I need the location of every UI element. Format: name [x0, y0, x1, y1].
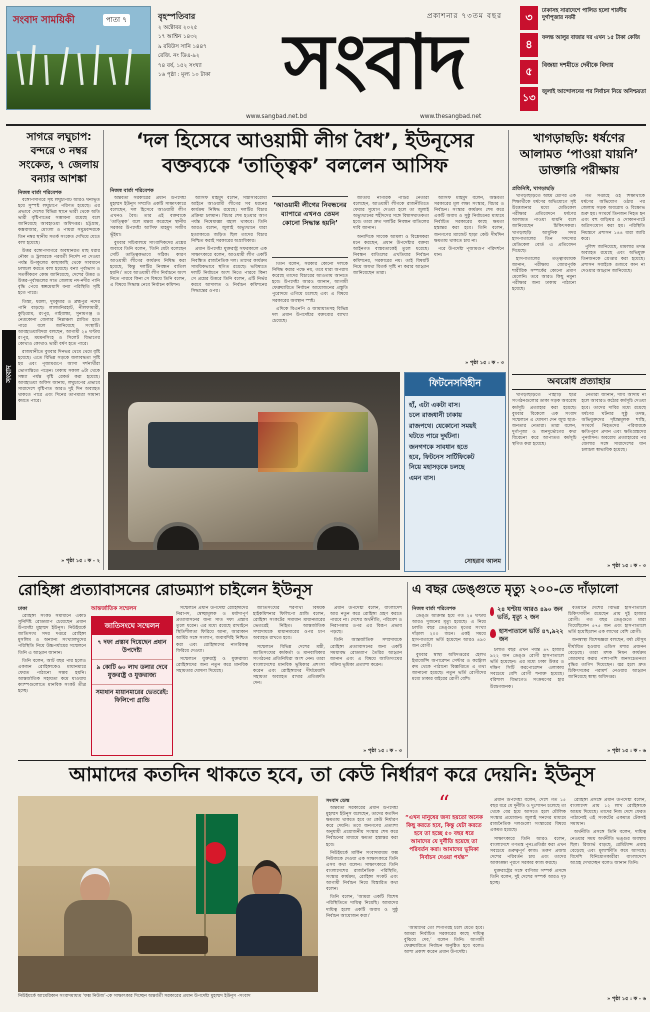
index-box — [520, 6, 646, 112]
dengue-headline[interactable]: এ বছর ডেঙ্গুতে মৃত্যু ২০০-তে দাঁড়ালো — [412, 581, 619, 596]
un-box-title[interactable]: জাতিসংঘে সম্মেলন — [92, 617, 172, 635]
blockade-body: খাগড়াছড়িতে পাহাড়ি ছাত্র সংগঠনগুলোর ডাকা সড়ক অবরোধ কর্মসূচি প্রত্যাহার করা হয়েছে। বুধবার বিকেলে এক সংবাদ সম্মেলনে এ ঘোষণা দেন জুম্ম ছাত্র-জনতার নেতারা। তারা বলেন, দুর্গাপূজা ও জনদুর্ভোগের কথা বিবেচনা করে আপাতত কর্মসূচি স্থগিত করা হয়েছে। নেতারা জানান, দাবি আদায় না হলে আবারও কঠোর কর্মসূচি দেওয়া হবে। তাদের দাবির মধ্যে রয়েছে ধর্ষণের ঘটনার সুষ্ঠু তদন্ত, অভিযুক্তদের দৃষ্টান্তমূলক শাস্তি, সংঘর্ষে নিহতদের পরিবারকে ক্ষতিপূরণ প্রদান এবং ক্ষতিগ্রস্তদের পুনর্বাসন। অবরোধ প্রত্যাহারের পর জেলার সঙ্গে সারাদেশের যান চলাচল স্বাভাবিক হয়েছে। — [512, 393, 646, 454]
rohingya-body-col4: প্রধান উপদেষ্টা বলেন, বাংলাদেশ আর নতুন করে রোহিঙ্গা গ্রহণ করতে পারবে না। দেশের অর্থনীতি, পরিবেশ ও নিরাপত্তার ওপর এর বিরূপ প্রভাব পড়ছে। তিনি আন্তর্জাতিক সম্প্রদায়কে রোহিঙ্গা প্রত্যাবাসনের জন্য একটি সময়াবদ্ধ রোডম্যাপ তৈরির আহ্বান জানান এবং এ বিষয়ে জাতিসংঘের সক্রিয় ভূমিকা প্রত্যাশা করেন। — [330, 606, 402, 668]
newspaper-logo: সংবাদ — [283, 17, 466, 106]
masthead-tagline: প্রকাশনার ৭৩তম বছর — [426, 12, 502, 20]
rohingya-body-col3: জাতিসংঘের শরণার্থী বিষয়ক হাইকমিশনার ফিলিপো গ্রান্ডি বলেন, রোহিঙ্গা সংকটের সমাধান মায়ানমারের ভেতরেই নিহিত। আন্তর্জাতিক সম্প্রদায়কে মায়ানমারের ওপর চাপ অব্যাহত রাখতে হবে। সম্মেলনে বিভিন্ন দেশের মন্ত্রী, জাতিসংঘের কর্মকর্তা ও মানবাধিকার সংগঠনের প্রতিনিধিরা অংশ নেন। তারা বাংলাদেশের মানবিক ভূমিকার প্রশংসা করেন এবং রোহিঙ্গাদের দীর্ঘমেয়াদি সহায়তা অব্যাহত রাখার প্রতিশ্রুতি দেন। — [253, 606, 325, 687]
index-item[interactable] — [520, 6, 646, 30]
lead-body-col2: আসিফ মাহমুদ বলেন, সন্ত্রাসবিরোধী আইনে আওয়ামী লীগের সব ধরনের কার্যক্রম নিষিদ্ধ রয়েছে। দলটির বিচার প্রক্রিয়া চলমান। বিচার শেষ হওয়ার আগ পর্যন্ত নিষেধাজ্ঞা বহাল থাকবে। তিনি আরও বলেন, জুলাই অভ্যুত্থানে যারা হত্যাকাণ্ডে জড়িত ছিল তাদের বিচার নিশ্চিত করাই সরকারের অগ্রাধিকার। প্রধান উপদেষ্টা যুক্তরাষ্ট্র সফরকালে এক সাক্ষাৎকারে বলেন, আওয়ামী লীগ একটি নিবন্ধিত রাজনৈতিক দল। তাদের কার্যক্রম সাময়িকভাবে স্থগিত রয়েছে। ভবিষ্যতে দলটি নির্বাচনে অংশ নিতে পারবে কিনা সে প্রশ্নের উত্তরে তিনি বলেন, এটি নির্ভর করবে আদালত ও নির্বাচন কমিশনের সিদ্ধান্তের ওপর। — [191, 196, 267, 295]
index-item[interactable] — [520, 87, 646, 111]
interview-byline: সংবাদ ডেস্ক — [326, 798, 350, 804]
masthead-rule — [6, 124, 646, 126]
interview-headline[interactable]: আমাদের কতদিন থাকতে হবে, তা কেউ নির্ধারণ করে দেয়নি: ইউনূস — [69, 763, 595, 786]
fitness-box — [404, 372, 506, 572]
index-item[interactable] — [520, 60, 646, 84]
web-url-1[interactable]: www.sangbad.net.bd — [246, 114, 307, 120]
right-story-byline: প্রতিনিধি, খাগড়াছড়ি — [512, 186, 555, 192]
drop-icon — [490, 629, 496, 638]
rohingya-byline: ঢাকা — [18, 606, 28, 612]
interview-photo-caption: নিউইয়র্কে আমেরিকান সংবাদমাধ্যম ‘ফক্স নিউজ’-কে সাক্ষাৎকার দিচ্ছেন অন্তর্বর্তী সরকারের প্রধান উপদেষ্টা মুহাম্মদ ইউনূস -সংবাদ — [18, 994, 251, 999]
left-story-byline: নিজস্ব বার্তা পরিবেশক — [18, 190, 62, 196]
date-bangla: ১৭ আশ্বিন ১৪৩২ — [158, 34, 198, 41]
lead-continue[interactable]: » পৃষ্ঠা ১৫ : ক - ৩ — [465, 360, 504, 366]
page-count-price: ১৬ পৃষ্ঠা : মূল্য ১০ টাকা — [158, 72, 211, 79]
rohingya-body-col2: সম্মেলনে প্রধান উপদেষ্টা রোহিঙ্গাদের নিরাপদ, স্বেচ্ছামূলক ও মর্যাদাপূর্ণ প্রত্যাবাসনের জন্য সাত দফা প্রস্তাব তুলে ধরেন। এর মধ্যে রয়েছে রাখাইনে স্থিতিশীলতা ফিরিয়ে আনা, আরাকান আর্মির সঙ্গে সংলাপ, জবাবদিহি নিশ্চিত করা এবং রোহিঙ্গাদের নাগরিকত্ব ফিরিয়ে দেওয়া। সম্মেলনে যুক্তরাষ্ট্র ও যুক্তরাজ্য রোহিঙ্গাদের জন্য নতুন করে মানবিক সহায়তার ঘোষণা দিয়েছে। — [176, 606, 248, 674]
interview-continue[interactable]: » পৃষ্ঠা ১৫ : ক - ৬ — [607, 996, 646, 1002]
interview-photo[interactable] — [18, 796, 318, 992]
lead-body-col1: অন্তর্বর্তী সরকারের প্রধান উপদেষ্টা মুহাম্মদ ইউনূস সম্প্রতি একটি সাক্ষাৎকারে বলেছেন, দল হিসেবে আওয়ামী লীগ এখনও বৈধ। তার এই বক্তব্যকে ‘তাত্ত্বিক’ বলে মন্তব্য করেছেন স্থানীয় সরকার উপদেষ্টা আসিফ মাহমুদ সজীব ভূঁইয়া। বুধবার সচিবালয়ে সাংবাদিকদের প্রশ্নের জবাবে তিনি বলেন, ‘তিনি যেটা বলেছেন সেটি তাত্ত্বিকভাবে সঠিক। কারণ আওয়ামী লীগের কার্যক্রম নিষিদ্ধ করা হয়েছে, কিন্তু দলটির নিবন্ধন বাতিল হয়নি।’ তবে আওয়ামী লীগ নির্বাচনে অংশ নিতে পারবে কিনা সে বিষয়ে তিনি বলেন, এ বিষয়ে সিদ্ধান্ত নেবে নির্বাচন কমিশন। — [110, 196, 186, 289]
dengue-body-col1: ডেঙ্গু আক্রান্ত হয়ে গত ২৪ ঘণ্টায় আরও দুজনের মৃত্যু হয়েছে। এ নিয়ে চলতি বছর ডেঙ্গুতে মৃতের সংখ্যা দাঁড়াল ২০০ জনে। একই সময়ে হাসপাতালে ভর্তি হয়েছেন আরও ৪৯০ জন রোগী। বুধবার স্বাস্থ্য অধিদপ্তরের হেলথ ইমার্জেন্সি অপারেশন সেন্টার ও কন্ট্রোল রুম থেকে পাঠানো বিজ্ঞপ্তিতে এ তথ্য জানানো হয়েছে। নতুন ভর্তি রোগীদের মধ্যে ঢাকার বাইরের রোগী বেশি। — [412, 614, 486, 682]
dengue-stat: হাসপাতালে ভর্তি ৪৭,৯২২ জন — [490, 628, 564, 644]
index-page-number: ১৩ — [520, 87, 538, 111]
lead-body-col4: জাতীয় নাগরিক পার্টির নেতারা বলেছেন, আওয়ামী লীগকে রাজনীতিতে ফেরার সুযোগ দেওয়া হলে তা জুলাই অভ্যুত্থানের শহীদদের সঙ্গে বিশ্বাসঘাতকতা হবে। তারা দ্রুত দলটির নিবন্ধন বাতিলের দাবি জানান। অন্যদিকে সাবেক আমলা ও বিশ্লেষকরা মনে করছেন, প্রধান উপদেষ্টার বক্তব্য আইনগত বাস্তবতাকেই তুলে ধরেছে। নিবন্ধন বাতিলের এখতিয়ার নির্বাচন কমিশনের, সরকারের নয়। তাই বিষয়টি নিয়ে অযথা বিতর্ক সৃষ্টি না করার আহ্বান জানিয়েছেন তারা। — [353, 196, 429, 277]
un-conference-box — [91, 616, 173, 756]
left-story-body: বঙ্গোপসাগরে সৃষ্ট লঘুচাপটি আরও ঘনীভূত হয়ে সুস্পষ্ট লঘুচাপে পরিণত হয়েছে। এর প্রভাবে দেশের বিভিন্ন স্থানে ভারী থেকে অতি ভারী বৃষ্টিপাতের সম্ভাবনা রয়েছে বলে জানিয়েছে আবহাওয়া অধিদপ্তর। চট্টগ্রাম, কক্সবাজার, মোংলা ও পায়রা সমুদ্রবন্দরকে তিন নম্বর স্থানীয় সতর্ক সংকেত দেখিয়ে যেতে বলা হয়েছে। উত্তর বঙ্গোপসাগরে অবস্থানরত মাছ ধরার নৌকা ও ট্রলারকে পরবর্তী নির্দেশ না দেওয়া পর্যন্ত উপকূলের কাছাকাছি থেকে সাবধানে চলাচল করতে বলা হয়েছে। বন্যা পূর্বাভাস ও সতর্কীকরণ কেন্দ্র জানিয়েছে, দেশের উত্তর ও উত্তর-পূর্বাঞ্চলের সাত জেলায় নদ-নদীর পানি বৃদ্ধি পেয়ে স্বল্পমেয়াদি বন্যা পরিস্থিতি সৃষ্টি হতে পারে। তিস্তা, ধরলা, দুধকুমার ও ব্রহ্মপুত্র নদের পানি বাড়ছে। লালমনিরহাট, নীলফামারী, কুড়িগ্রাম, রংপুর, গাইবান্ধা, সুনামগঞ্জ ও নেত্রকোনা জেলার নিম্নাঞ্চল প্লাবিত হতে পারে বলে জানিয়েছে সংস্থাটি। আবহাওয়াবিদরা বলছেন, আগামী ২৪ ঘণ্টায় রংপুর, ময়মনসিংহ ও সিলেট বিভাগের কোথাও কোথাও ভারী বর্ষণ হতে পারে। রাজধানীতে বুধবার দিনভর থেমে থেমে বৃষ্টি হয়েছে। এতে বিভিন্ন সড়কে জলাবদ্ধতা সৃষ্টি হয় এবং পূজামণ্ডপে আসা দর্শনার্থীরা ভোগান্তিতে পড়েন। ঢাকায় সকাল ৬টা থেকে সন্ধ্যা পর্যন্ত বৃষ্টি রেকর্ড করা হয়েছে। আবহাওয়া অফিস জানায়, লঘুচাপের প্রভাবে সারাদেশে বৃষ্টিপাত আরও দুই দিন অব্যাহত থাকতে পারে এবং দিনের তাপমাত্রা সামান্য কমতে পারে। — [18, 198, 100, 404]
un-box-item: ৭ দফা প্রস্তাব দিয়েছেন প্রধান উপদেষ্টা — [92, 635, 172, 660]
interview-body-col4: রোহিঙ্গা প্রসঙ্গে প্রধান উপদেষ্টা বলেন, বাংলাদেশ প্রায় ১২ লাখ রোহিঙ্গাকে আশ্রয় দিয়েছে। তাদের নিজ দেশে ফেরত পাঠানোই এই সংকটের একমাত্র টেকসই সমাধান। অর্থনীতি প্রসঙ্গে তিনি বলেন, দায়িত্ব নেওয়ার সময় অর্থনীতি ভঙ্গুর অবস্থায় ছিল। রিজার্ভ বাড়ছে, রেমিট্যান্স প্রবাহ বেড়েছে এবং মূল্যস্ফীতি কমে আসছে। বিদেশি বিনিয়োগকারীরা বাংলাদেশে আগ্রহ দেখাচ্ছেন বলেও জানান তিনি। — [570, 798, 646, 866]
lead-byline: নিজস্ব বার্তা পরিবেশক — [110, 188, 154, 194]
dengue-stat-box: ২৪ ঘণ্টায় আরও ৪৯০ জন ভর্তি, মৃত্যু ২ জন হাসপাতালে ভর্তি ৪৭,৯২২ জন চলতি বছর এখন পর্যন্ত ৪৭ হাজার ৯২২ জন ডেঙ্গু রোগী হাসপাতালে ভর্তি হয়েছেন। এর মধ্যে ঢাকা উত্তর ও দক্ষিণ সিটি করপোরেশন এলাকায় সবচেয়ে বেশি রোগী শনাক্ত হয়েছে। বরিশাল বিভাগেও সংক্রমণের হার উদ্বেগজনক। — [490, 606, 564, 690]
blockade-continue[interactable]: » পৃষ্ঠা ১৫ : ক - ৩ — [607, 563, 646, 570]
index-item-text: বিজয়া দশমীতে দেবীকে বিদায় — [542, 62, 614, 69]
fitness-title[interactable]: ফিটনেসবিহীন — [405, 373, 505, 396]
rohingya-continue[interactable]: » পৃষ্ঠা ১৫ : ক - ৩ — [363, 748, 402, 754]
index-item-text: ফলন্ত আলুর বাজার দর এখন ১৫ টাকা কেজি — [542, 35, 640, 41]
interview-body-col2: ‘আমাদের তো শিগগিরই চলে যেতে হবে। আমরা নির্বাচিত সরকারের কাছে দায়িত্ব বুঝিয়ে দেব,’ বলেন তিনি। আগামী ফেব্রুয়ারিতে নির্বাচন অনুষ্ঠিত হবে বলেও আশা প্রকাশ করেন প্রধান উপদেষ্টা। — [404, 926, 484, 956]
lead-pull-quote: ‘আওয়ামী লীগের নিবন্ধনের ব্যাপারে এখনও তেমন কোনো সিদ্ধান্ত হয়নি’ — [272, 196, 348, 258]
index-page-number: ৩ — [520, 6, 538, 30]
index-page-number: ৪ — [520, 33, 538, 57]
registration-no: রেজি. নং ডিএ-৯২ — [158, 53, 200, 60]
dengue-continue[interactable]: » পৃষ্ঠা ১৫ : ক - ৬ — [607, 748, 646, 754]
left-story-headline[interactable]: সাগরে লঘুচাপ: বন্দরে ৩ নম্বর সংকেত, ৭ জেলায় বন্যার আশঙ্কা — [19, 131, 99, 185]
grass-illustration — [15, 45, 143, 85]
index-page-number: ৫ — [520, 60, 538, 84]
index-item[interactable] — [520, 33, 646, 57]
index-item-text: ঢাকাসহ সারাদেশে পালিত হলো শারদীয় দুর্গাপূজার নবমী — [542, 8, 627, 21]
right-story-headline[interactable]: খাগড়াছড়ি: ধর্ষণের আলামত ‘পাওয়া যায়নি’ ডাক্তারি পরীক্ষায় — [519, 131, 639, 177]
volume-issue: ৭৪ বর্ষ, ১৫২ সংখ্যা — [158, 62, 202, 69]
un-box-item: সমাধান মায়ানমারের ভেতরেই: ফিলিপো গ্রান্ডি — [95, 689, 169, 704]
fitness-poem: হাঁ, এটা একটা বাস। চলে রাজধানী ঢাকায় রাজপথে। যেকোনো সময়ই ঘটতে পারে দুর্ঘটনা। জনগণকে সাবধান হতে হবে, ফিটনেস সার্টিফিকেট নিয়ে মহাসড়কে চলছে এমন বাস। — [409, 401, 477, 482]
dengue-stat: ২৪ ঘণ্টায় আরও ৪৯০ জন ভর্তি, মৃত্যু ২ জন — [490, 606, 564, 622]
lead-body-col3: তিনি বলেন, সরকার কোনো দলকে নিষিদ্ধ করার পক্ষে নয়, তবে যারা অপরাধ করেছে তাদের বিচারের আওতায় আনতে হবে। উপদেষ্টা আরও জানান, আগামী ফেব্রুয়ারিতে নির্বাচন আয়োজনের প্রস্তুতি পুরোদমে এগিয়ে চলেছে এবং এ বিষয়ে সরকারের অবস্থান স্পষ্ট। এদিকে বিএনপি ও জামায়াতসহ বিভিন্ন দল প্রধান উপদেষ্টার বক্তব্যের ব্যাখ্যা চেয়েছে। — [272, 262, 348, 324]
supplement-banner[interactable] — [6, 6, 151, 110]
supplement-page-label: পাতা ৭ — [103, 14, 130, 26]
date-weekday: বৃহস্পতিবার — [158, 12, 196, 21]
side-section-label: সংবাদ — [2, 330, 16, 420]
rohingya-body-col1: রোহিঙ্গা সংকট সমাধানে একটি সুনির্দিষ্ট রোডম্যাপ চেয়েছেন প্রধান উপদেষ্টা মুহাম্মদ ইউনূস। নিউইয়র্কে জাতিসংঘ সদর দপ্তরে রোহিঙ্গা মুসলিম ও অন্যান্য সংখ্যালঘুদের পরিস্থিতি নিয়ে উচ্চপর্যায়ের সম্মেলনে তিনি এ আহ্বান জানান। তিনি বলেন, আট বছর পার হলেও একজন রোহিঙ্গাকেও মায়ানমারে ফেরত পাঠানো সম্ভব হয়নি। আন্তর্জাতিক সহায়তা কমে যাওয়ায় ক্যাম্পগুলোতে মানবিক সংকট তীব্র হচ্ছে। — [18, 614, 86, 695]
rohingya-sub-label: আন্তর্জাতিক সম্মেলন — [91, 606, 137, 612]
dengue-byline: নিজস্ব বার্তা পরিবেশক — [412, 606, 456, 612]
right-story-body-col2: গত সপ্তাহে ওই শিক্ষার্থীকে ধর্ষণের অভিযোগ ওঠার পর জেলায় সড়ক অবরোধ ও বিক্ষোভ শুরু হয়। সংঘর্ষে তিনজন নিহত হন এবং বহু বাড়িঘর ও দোকানপাটে অগ্নিসংযোগ করা হয়। পরিস্থিতি নিয়ন্ত্রণে প্রশাসন ১৪৪ ধারা জারি করে। পুলিশ জানিয়েছে, মামলার তদন্ত অব্যাহত রয়েছে এবং অভিযুক্ত তিনজনকে গ্রেপ্তার করা হয়েছে। প্রশাসন সবাইকে গুজবে কান না দেওয়ার আহ্বান জানিয়েছে। — [581, 194, 645, 275]
interview-body-col3: প্রধান উপদেষ্টা বলেন, দেশে গত ১৫ বছর ধরে যে দুর্নীতি ও দুঃশাসন চলেছে তা থেকে বের হয়ে আসতে হলে মৌলিক সংস্কার প্রয়োজন। জুলাই সনদের মাধ্যমে রাজনৈতিক দলগুলো সংস্কারের বিষয়ে একমত হয়েছে। সাক্ষাৎকারে তিনি আরও বলেন, বাংলাদেশে গণতন্ত্র পুনঃপ্রতিষ্ঠা করা এখন সবচেয়ে গুরুত্বপূর্ণ কাজ। তরুণ প্রজন্ম দেশের পরিবর্তন চায় এবং তাদের আকাঙ্ক্ষা পূরণে সরকার কাজ করছে। যুক্তরাষ্ট্রের সঙ্গে বাণিজ্য সম্পর্ক প্রসঙ্গে তিনি বলেন, দুই দেশের সম্পর্ক আরও দৃঢ় হচ্ছে। — [490, 798, 566, 887]
rohingya-headline[interactable]: রোহিঙ্গা প্রত্যাবাসনের রোডম্যাপ চাইলেন ইউনূস — [18, 581, 313, 599]
fitness-photo-credit: সোহরাব আলম — [464, 558, 501, 565]
lead-headline[interactable]: ‘দল হিসেবে আওয়ামী লীগ বৈধ’, ইউনূসের বক্তব্যকে ‘তাত্ত্বিক’ বললেন আসিফ — [136, 129, 474, 177]
bus-photo[interactable] — [108, 372, 400, 570]
quote-mark-icon: “ — [438, 792, 450, 817]
interview-body-col1: অন্তর্বর্তী সরকারের প্রধান উপদেষ্টা মুহাম্মদ ইউনূস বলেছেন, তাদের কতদিন ক্ষমতায় থাকতে হবে তা কেউ নির্ধারণ করে দেয়নি। তবে জনগণের প্রত্যাশা অনুযায়ী প্রয়োজনীয় সংস্কার শেষ করে নির্বাচনের মাধ্যমে ক্ষমতা হস্তান্তর করা হবে। নিউইয়র্কে মার্কিন সংবাদমাধ্যম ফক্স নিউজকে দেওয়া এক সাক্ষাৎকারে তিনি এসব কথা বলেন। সাক্ষাৎকারে তিনি বাংলাদেশের রাজনৈতিক পরিস্থিতি, সংস্কার কার্যক্রম, রোহিঙ্গা সংকট এবং আগামী নির্বাচন নিয়ে বিস্তারিত কথা বলেন। তিনি বলেন, ‘আমরা একটি বিশেষ পরিস্থিতিতে দায়িত্ব নিয়েছি। আমাদের দায়িত্ব হলো একটি অবাধ ও সুষ্ঠু নির্বাচন আয়োজন করা।’ — [326, 806, 398, 919]
date-hijri: ৯ রবিউস সানি ১৪৪৭ — [158, 43, 207, 50]
left-story-continue[interactable]: » পৃষ্ঠা ১৫ : ক - ২ — [61, 558, 100, 564]
dateline-block — [158, 10, 226, 80]
lead-body-col5: আসিফ মাহমুদ বলেন, অন্তর্বর্তী সরকারের মূল লক্ষ্য সংস্কার, বিচার ও নির্বাচন। সংস্কার কার্যক্রম শেষ করে একটি অবাধ ও সুষ্ঠু নির্বাচনের মাধ্যমে নির্বাচিত সরকারের কাছে ক্ষমতা হস্তান্তর করা হবে। তিনি বলেন, জনগণের ম্যান্ডেট ছাড়া কেউ দীর্ঘদিন ক্ষমতায় থাকতে চায় না। পরে উপদেষ্টা পূজামণ্ডপ পরিদর্শনে যান। — [434, 196, 504, 258]
blockade-box — [512, 374, 646, 570]
web-url-2[interactable]: www.thesangbad.net — [420, 114, 482, 120]
interview-quote-box: “ “এখন মানুষের জন্য হয়তো অনেক কিছু করতে হবে, কিন্তু যেটা করতে হবে তা হচ্ছে ৫০ বছর ধরে আমাদের যে দুর্নীতি হয়েছে তা পরিবর্তন করা। আমাদের ভূমিকা নির্বাচন দেওয়া পর্যন্ত” — [405, 792, 483, 861]
blockade-title[interactable]: অবরোধ প্রত্যাহার — [512, 374, 646, 390]
drop-icon — [490, 607, 494, 616]
dengue-body-col3: বর্তমানে দেশের বিভিন্ন হাসপাতালে চিকিৎসাধীন রয়েছেন প্রায় দুই হাজার রোগী। গত বছর ডেঙ্গুতে মারা গিয়েছিলেন ৫৭৫ জন এবং হাসপাতালে ভর্তি হয়েছিলেন এক লাখের বেশি রোগী। জনস্বাস্থ্য বিশেষজ্ঞরা বলছেন, বর্ষা মৌসুম দীর্ঘায়িত হওয়ায় এডিস মশার প্রজনন বেড়েছে। তারা মশক নিধন কার্যক্রম জোরদার করার পাশাপাশি জনসচেতনতা বৃদ্ধির তাগিদ দিয়েছেন। জ্বর হলে দ্রুত চিকিৎসকের পরামর্শ নেওয়ার আহ্বান জানিয়েছে স্বাস্থ্য অধিদপ্তর। — [568, 606, 646, 681]
date-gregorian: ২ অক্টোবর ২০২৫ — [158, 25, 198, 31]
right-story-body-col1: খাগড়াছড়িতে অষ্টম শ্রেণির এক শিক্ষার্থীকে ধর্ষণের অভিযোগে সৃষ্ট উত্তেজনার মধ্যে মেডিকেল পরীক্ষার প্রতিবেদনে ধর্ষণের আলামত পাওয়া যায়নি বলে জানিয়েছেন চিকিৎসকরা। খাগড়াছড়ি আধুনিক সদর হাসপাতালের তিন সদস্যের মেডিকেল বোর্ড এ প্রতিবেদন দিয়েছে। হাসপাতালের তত্ত্বাবধায়ক জানান, পরীক্ষায় জোরপূর্বক শারীরিক সম্পর্কের কোনো প্রমাণ মেলেনি। তবে আরও কিছু নমুনা পরীক্ষার জন্য ঢাকায় পাঠানো হয়েছে। — [512, 194, 576, 293]
un-box-item: ৯ কোটি ৬০ লাখ ডলার দেবে যুক্তরাষ্ট্র ও যুক্তরাজ্য — [92, 660, 172, 685]
supplement-name: সংবাদ সাময়িকী — [13, 15, 75, 26]
index-item-text: জুলাই আন্দোলনের পর নির্বাচন নিয়ে অনিশ্চয়তা — [542, 89, 646, 95]
